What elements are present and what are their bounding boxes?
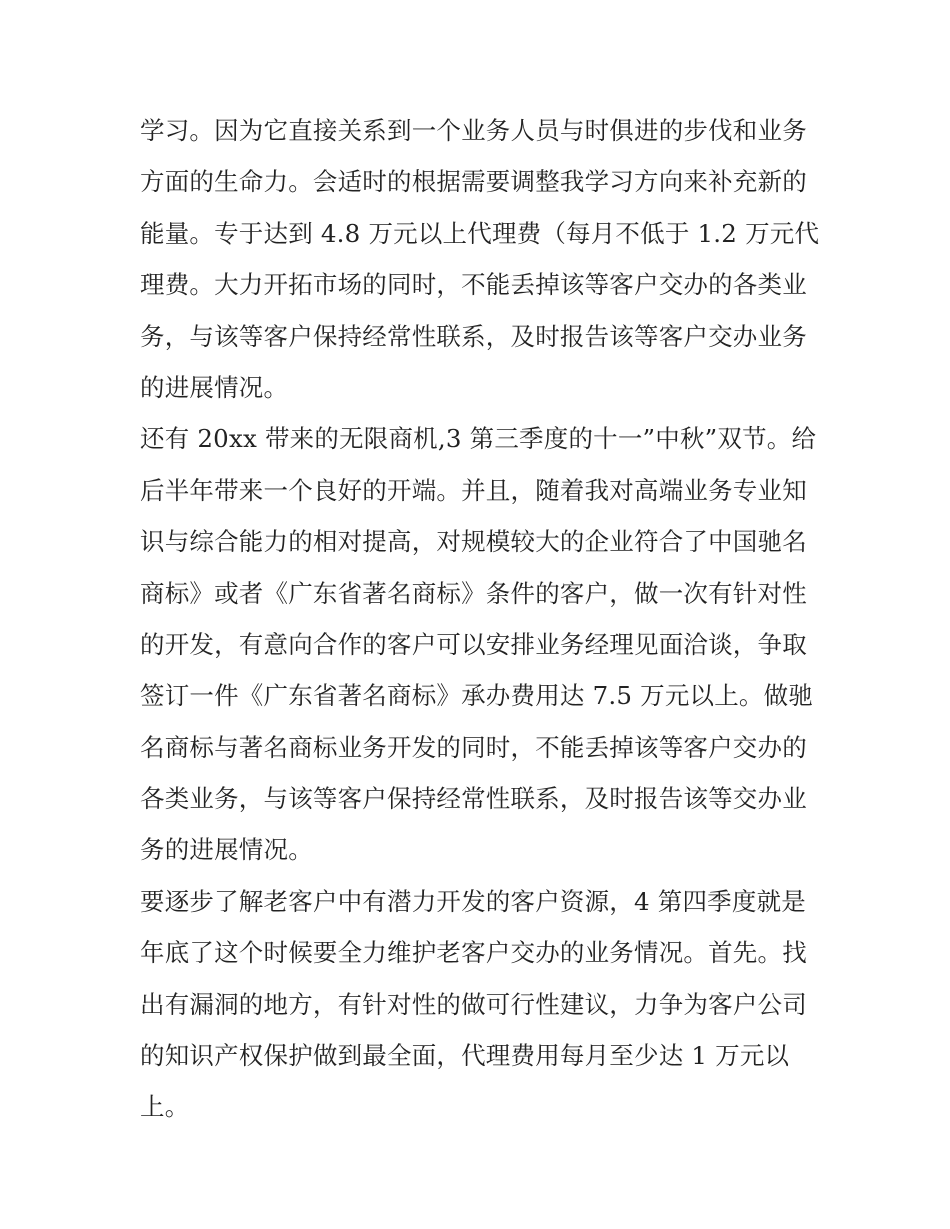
- text-line: 能量。专于达到 4.8 万元以上代理费（每月不低于 1.2 万元代: [140, 218, 820, 248]
- text-line: 理费。大力开拓市场的同时，不能丢掉该等客户交办的各类业: [140, 270, 807, 300]
- text-line: 出有漏洞的地方，有针对性的做可行性建议，力争为客户公司: [140, 989, 807, 1019]
- text-line: 学习。因为它直接关系到一个业务人员与时俱进的步伐和业务: [140, 116, 807, 145]
- text-line: 要逐步了解老客户中有潜力开发的客户资源，4 第四季度就是: [140, 886, 806, 916]
- text-line: 的进展情况。: [140, 372, 289, 402]
- text-line: 年底了这个时候要全力维护老客户交办的业务情况。首先。找: [140, 938, 807, 968]
- text-line: 方面的生命力。会适时的根据需要调整我学习方向来补充新的: [140, 167, 807, 197]
- text-line: 商标》或者《广东省著名商标》条件的客户，做一次有针对性: [140, 578, 807, 608]
- text-line: 签订一件《广东省著名商标》承办费用达 7.5 万元以上。做驰: [140, 681, 814, 711]
- text-line: 还有 20xx 带来的无限商机,3 第三季度的十一”中秋”双节。给: [140, 424, 817, 454]
- text-line: 务的进展情况。: [140, 835, 313, 865]
- text-line: 名商标与著名商标业务开发的同时，不能丢掉该等客户交办的: [140, 732, 807, 762]
- text-line: 的开发，有意向合作的客户可以安排业务经理见面洽谈，争取: [140, 629, 807, 659]
- text-line: 识与综合能力的相对提高，对规模较大的企业符合了中国驰名: [140, 527, 807, 557]
- document-body: [140, 105, 820, 1133]
- text-line: 后半年带来一个良好的开端。并且，随着我对高端业务专业知: [140, 475, 807, 505]
- text-line: 的知识产权保护做到最全面，代理费用每月至少达 1 万元以: [140, 1041, 790, 1071]
- text-line: 各类业务，与该等客户保持经常性联系，及时报告该等交办业: [140, 784, 807, 814]
- text-line: 上。: [140, 1092, 190, 1122]
- text-line: 务，与该等客户保持经常性联系，及时报告该等客户交办业务: [140, 321, 807, 351]
